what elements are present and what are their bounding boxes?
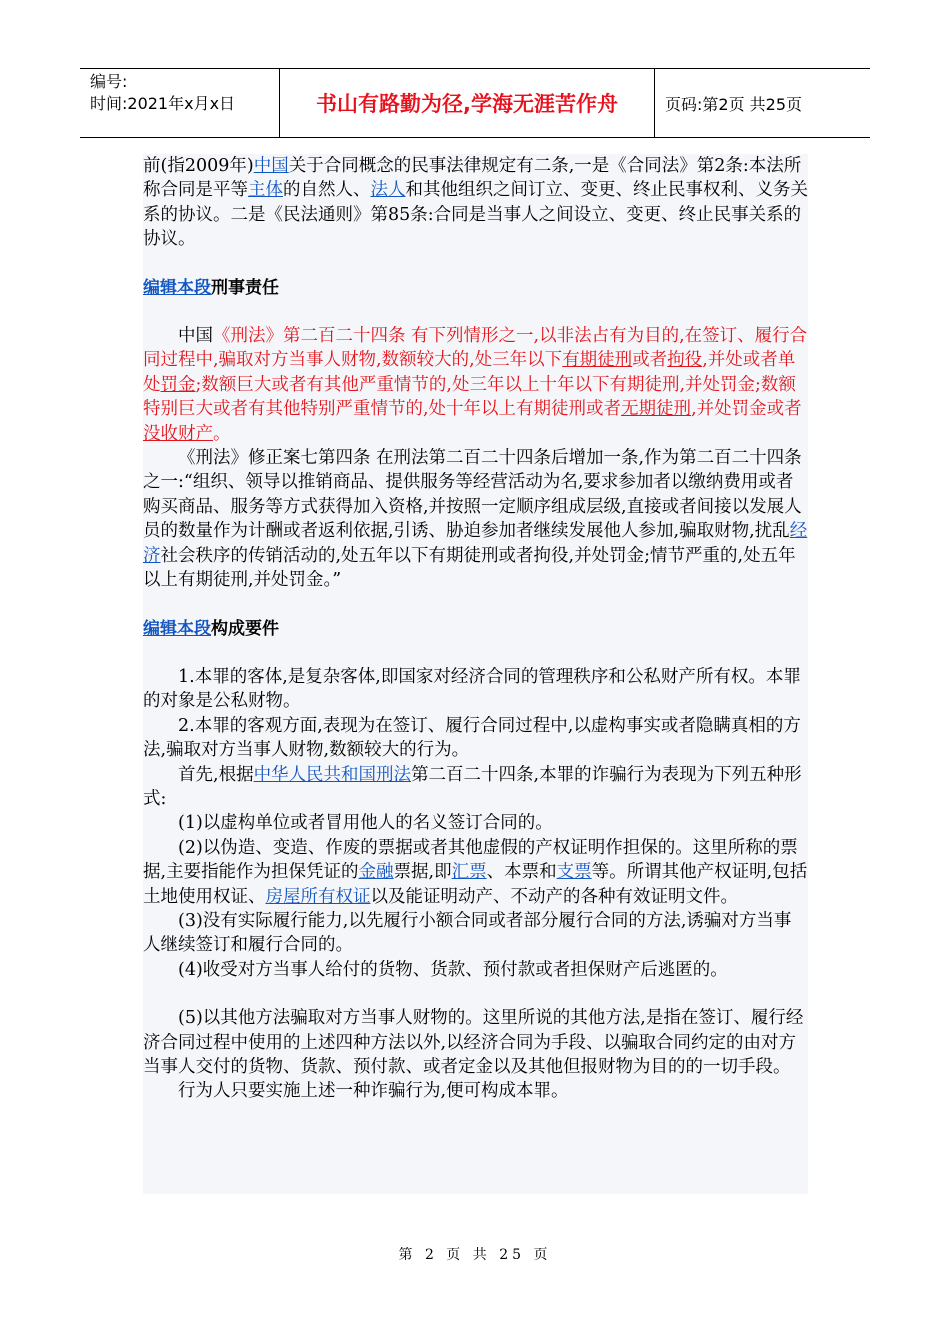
edit-section-link[interactable]: 编辑本段 <box>143 277 211 298</box>
link-fine[interactable]: 罚金 <box>160 374 196 395</box>
link-life-imprisonment[interactable]: 无期徒刑 <box>621 399 692 420</box>
link-bill-of-exchange[interactable]: 汇票 <box>451 862 487 883</box>
page-footer: 第 2 页 共 25 页 <box>398 1247 552 1263</box>
link-fixed-term-imprisonment[interactable]: 有期徒刑 <box>562 350 633 371</box>
paragraph-form-5: (5)以其他方法骗取对方当事人财物的。这里所说的其他方法,是指在签订、履行经济合同过程中使用的上述四种方法以外,以经济合同为手段、以骗取合同约定的由对方当事人交付的货物、货款、预付款、或者定金以及其他但报财物为目的的一切手段。 <box>143 1008 804 1077</box>
paragraph-form-2: (2)以伪造、变造、作废的票据或者其他虚假的产权证明作担保的。这里所称的票据,主要指能作为担保凭证的金融票据,即汇票、本票和支票等。所谓其他产权证明,包括土地使用权证、房屋所有权证以及能证明动产、不动产的各种有效证明文件。 <box>143 837 808 907</box>
paragraph-conclusion: 行为人只要实施上述一种诈骗行为,便可构成本罪。 <box>178 1081 569 1102</box>
section-heading-criminal-liability <box>143 276 808 300</box>
paragraph-criminal-law-224: 中国《刑法》第二百二十四条 有下列情形之一,以非法占有为目的,在签订、履行合同过程中,骗取对方当事人财物,数额较大的,处三年以下有期徒刑或者拘役,并处或者单处罚金;数额巨大或者有其他严重情节的,处三年以上十年以下有期徒刑,并处罚金;数额特别巨大或者有其他特别严重情节的,处十年以上有期徒刑或者无期徒刑,并处罚金或者没收财产。 <box>143 326 808 444</box>
link-finance[interactable]: 金融 <box>358 862 394 883</box>
paragraph-objective-aspect: 2.本罪的客观方面,表现为在签订、履行合同过程中,以虚构事实或者隐瞒真相的方法,骗取对方当事人财物,数额较大的行为。 <box>143 715 801 761</box>
link-criminal-law-prc[interactable]: 中华人民共和国刑法 <box>253 764 412 785</box>
link-detention[interactable]: 拘役 <box>667 350 703 371</box>
section-title: 构成要件 <box>211 618 279 639</box>
paragraph-form-1: (1)以虚构单位或者冒用他人的名义签订合同的。 <box>178 813 553 834</box>
document-number-label: 编号: <box>90 72 128 91</box>
edit-section-link[interactable]: 编辑本段 <box>143 618 211 639</box>
link-subject[interactable]: 主体 <box>248 180 283 201</box>
link-economy[interactable]: 经济 <box>143 521 808 566</box>
header-page-info: 页码:第2页 共25页 <box>665 94 803 114</box>
paragraph-form-3: (3)没有实际履行能力,以先履行小额合同或者部分履行合同的方法,诱骗对方当事人继续签订和履行合同的。 <box>143 910 792 956</box>
document-time: 时间:2021年x月x日 <box>90 94 236 113</box>
section-title: 刑事责任 <box>211 277 279 298</box>
paragraph-form-4: (4)收受对方当事人给付的货物、货款、预付款或者担保财产后逃匿的。 <box>178 959 728 980</box>
section-heading-constituent-elements <box>143 617 808 641</box>
paragraph-five-forms-intro: 首先,根据中华人民共和国刑法第二百二十四条,本罪的诈骗行为表现为下列五种形式: <box>143 764 802 809</box>
document-body <box>143 154 808 1194</box>
link-cheque[interactable]: 支票 <box>556 862 592 883</box>
link-china[interactable]: 中国 <box>253 156 289 176</box>
paragraph-object: 1.本罪的客体,是复杂客体,即国家对经济合同的管理秩序和公私财产所有权。本罪的对象是公私财物。 <box>143 666 801 712</box>
header-meta <box>80 69 280 137</box>
page-header <box>80 68 870 138</box>
link-house-ownership-certificate[interactable]: 房屋所有权证 <box>265 886 371 907</box>
link-confiscation[interactable]: 没收财产 <box>143 423 213 444</box>
link-legal-person[interactable]: 法人 <box>370 180 406 201</box>
header-motto: 书山有路勤为径,学海无涯苦作舟 <box>280 69 655 137</box>
paragraph-contract-definition: 前(指2009年)中国关于合同概念的民事法律规定有二条,一是《合同法》第2条:本法所称合同是平等主体的自然人、法人和其他组织之间订立、变更、终止民事权利、义务关系的协议。二是《民法通则》第85条:合同是当事人之间设立、变更、终止民事关系的协议。 <box>143 156 808 250</box>
paragraph-amendment-seven: 《刑法》修正案七第四条 在刑法第二百二十四条后增加一条,作为第二百二十四条之一:“组织、领导以推销商品、提供服务等经营活动为名,要求参加者以缴纳费用或者购买商品、服务等方式获得加入资格,并按照一定顺序组成层级,直接或者间接以发展人员的数量作为计酬或者返利依据,引诱、胁迫参加者继续发展他人参加,骗取财物,扰乱经济社会秩序的传销活动的,处五年以下有期徒刑或者拘役,并处罚金;情节严重的,处五年以上有期徒刑,并处罚金。” <box>143 448 808 591</box>
